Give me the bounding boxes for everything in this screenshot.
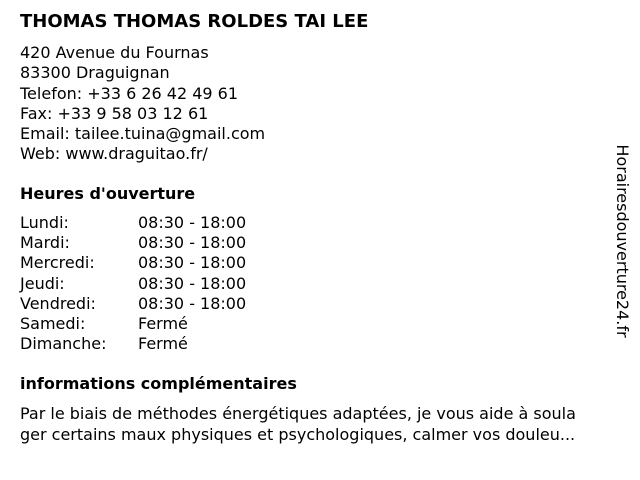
hours-row-wednesday bbox=[20, 253, 246, 273]
day-label: Dimanche: bbox=[20, 334, 107, 354]
address-line-1: 420 Avenue du Fournas bbox=[20, 43, 209, 62]
time-value: 08:30 - 18:00 bbox=[138, 293, 247, 313]
hours-row-thursday bbox=[20, 274, 246, 294]
email-text: Email: tailee.tuina@gmail.com bbox=[20, 124, 266, 144]
watermark-container bbox=[612, 136, 632, 346]
time-value: 08:30 - 18:00 bbox=[138, 253, 247, 273]
info-line-1: Par le biais de méthodes énergétiques adaptées, je vous aide à soula bbox=[20, 404, 576, 423]
info-description bbox=[20, 403, 622, 445]
time-value: Fermé bbox=[138, 313, 188, 333]
day-label: Lundi: bbox=[20, 213, 69, 232]
address-line-2: 83300 Draguignan bbox=[20, 63, 170, 83]
day-label: Mercredi: bbox=[20, 253, 95, 273]
hours-row-tuesday bbox=[20, 233, 246, 253]
phone-text: Telefon: +33 6 26 42 49 61 bbox=[20, 83, 239, 103]
hours-row-sunday bbox=[20, 334, 246, 354]
business-name: THOMAS THOMAS ROLDES TAI LEE bbox=[20, 11, 369, 32]
fax-text: Fax: +33 9 58 03 12 61 bbox=[20, 103, 209, 123]
info-line-2: ger certains maux physiques et psychologiques, calmer vos douleu... bbox=[20, 425, 576, 444]
time-value: 08:30 - 18:00 bbox=[138, 233, 247, 253]
hours-row-saturday bbox=[20, 314, 246, 334]
time-value: 08:30 - 18:00 bbox=[138, 273, 247, 293]
day-label: Jeudi: bbox=[20, 273, 65, 293]
day-label: Vendredi: bbox=[20, 293, 96, 313]
day-label: Mardi: bbox=[20, 233, 70, 253]
watermark-text: Horairesdouverture24.fr bbox=[613, 144, 632, 338]
hours-heading: Heures d'ouverture bbox=[20, 184, 196, 203]
time-value: 08:30 - 18:00 bbox=[138, 213, 247, 232]
website-text: Web: www.draguitao.fr/ bbox=[20, 144, 208, 164]
contact-block bbox=[20, 43, 265, 165]
info-heading: informations complémentaires bbox=[20, 374, 297, 393]
time-value: Fermé bbox=[138, 334, 188, 354]
hours-row-friday bbox=[20, 294, 246, 314]
opening-hours-list bbox=[20, 213, 246, 354]
day-label: Samedi: bbox=[20, 313, 86, 333]
hours-row-monday bbox=[20, 213, 246, 233]
